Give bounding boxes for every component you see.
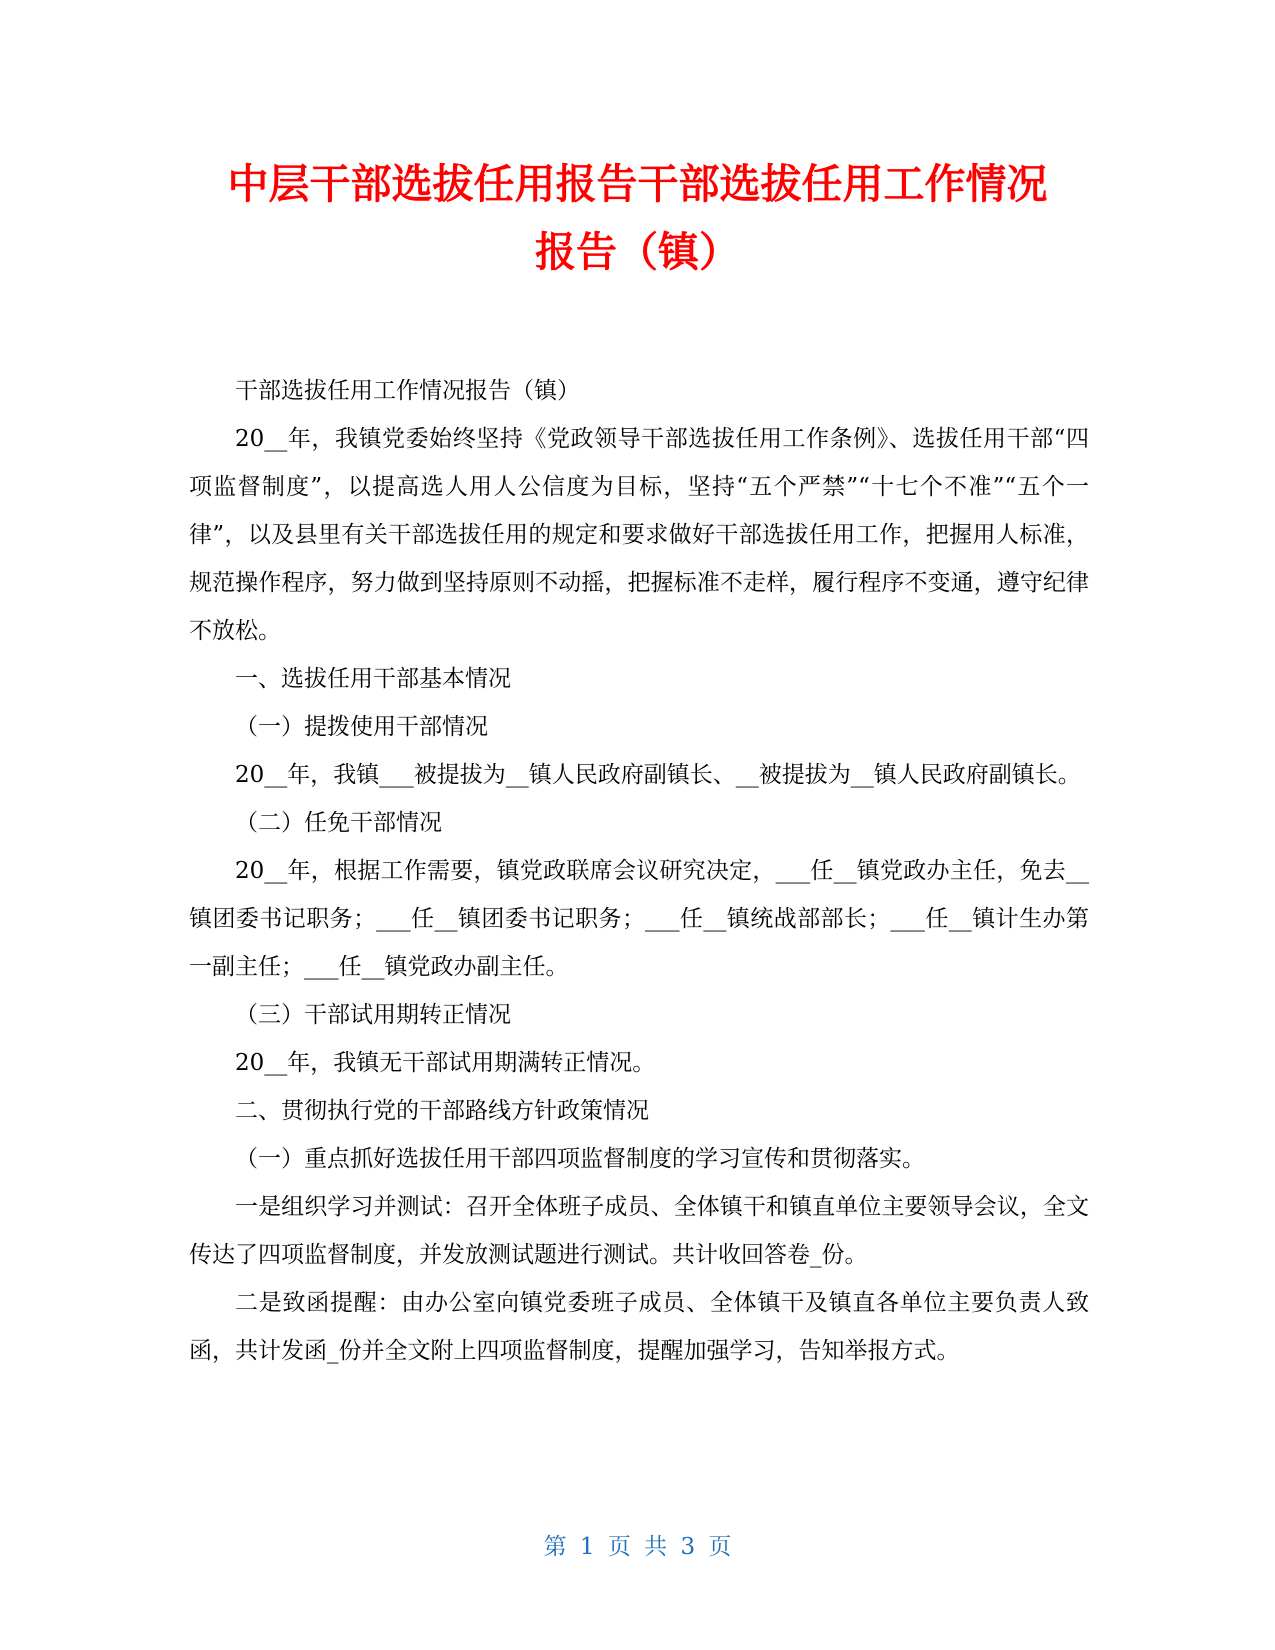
subtitle-paragraph: 干部选拔任用工作情况报告（镇） [235,378,580,404]
section-heading-1: 一、选拔任用干部基本情况 [235,666,511,692]
body-paragraph: 20__年，我镇无干部试用期满转正情况。 [235,1050,656,1076]
subsection-heading-2-1: （一）重点抓好选拔任用干部四项监督制度的学习宣传和贯彻落实。 [235,1146,925,1172]
body-paragraph: 一是组织学习并测试：召开全体班子成员、全体镇干和镇直单位主要领导会议，全文传达了四项监督制度，并发放测试题进行测试。共计收回答卷_份。 [189,1194,1089,1268]
section-heading-2: 二、贯彻执行党的干部路线方针政策情况 [235,1098,649,1124]
body-paragraph: 20__年，根据工作需要，镇党政联席会议研究决定，___任__镇党政办主任，免去__镇团委书记职务；___任__镇团委书记职务；___任__镇统战部部长；___任__镇计生办第一副主任；___任__镇党政办副主任。 [189,858,1089,980]
document-title [150,150,1125,286]
intro-paragraph: 20__年，我镇党委始终坚持《党政领导干部选拔任用工作条例》、选拔任用干部“四项监督制度”，以提高选人用人公信度为目标，坚持“五个严禁”“十七个不准”“五个一律”，以及县里有关干部选拔任用的规定和要求做好干部选拔任用工作，把握用人标准，规范操作程序，努力做到坚持原则不动摇，把握标准不走样，履行程序不变通，遵守纪律不放松。 [189,426,1089,644]
body-paragraph: 20__年，我镇___被提拔为__镇人民政府副镇长、__被提拔为__镇人民政府副镇长。 [235,762,1081,788]
subsection-heading-1-1: （一）提拨使用干部情况 [235,714,488,740]
document-body [189,367,1089,1375]
title-line-1: 中层干部选拔任用报告干部选拔任用工作情况 [227,160,1048,208]
title-line-2: 报告（镇） [535,228,740,276]
page-number-footer: 第 1 页 共 3 页 [543,1534,732,1560]
subsection-heading-1-2: （二）任免干部情况 [235,810,442,836]
subsection-heading-1-3: （三）干部试用期转正情况 [235,1002,511,1028]
body-paragraph: 二是致函提醒：由办公室向镇党委班子成员、全体镇干及镇直各单位主要负责人致函，共计发函_份并全文附上四项监督制度，提醒加强学习，告知举报方式。 [189,1290,1089,1364]
